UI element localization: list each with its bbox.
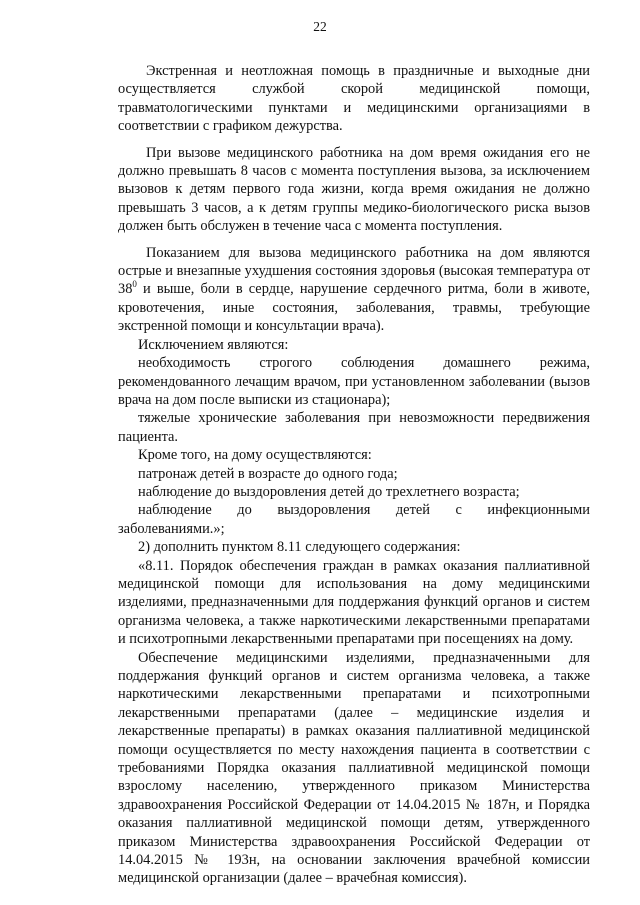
paragraph-emergency-care: Экстренная и неотложная помощь в праздничные и выходные дни осуществляется службой скорой медицинской помощи, травматологическими пунктами и медицинскими организациями в соответствии с графиком дежурства. (118, 63, 590, 135)
paragraph-home-visit-waiting-time: При вызове медицинского работника на дом время ожидания его не должно превышать 8 часов с момента поступления вызова, за исключением вызовов к детям первого года жизни, когда время ожидания не должно превышать 3 часов, а к детям группы медико-биологического риска вызов должен быть обслужен в течение часа с момента поступления. (118, 144, 590, 235)
paragraph-exception-home-regime: необходимость строгого соблюдения домашнего режима, рекомендованного лечащим врачом, при установленном заболевании (вызов врача на дом после выписки из стационара); (118, 355, 590, 408)
paragraph-exception-chronic-diseases: тяжелые хронические заболевания при невозможности передвижения пациента. (118, 410, 590, 445)
paragraph-home-services-heading: Кроме того, на дому осуществляются: (138, 447, 372, 464)
paragraph-home-visit-indications (118, 244, 590, 336)
paragraph-amendment-item: 2) дополнить пунктом 8.11 следующего содержания: (138, 539, 461, 556)
document-body (118, 62, 590, 888)
paragraph-observation-infectious: наблюдение до выздоровления детей с инфекционными заболеваниями.»; (118, 502, 590, 537)
page-number: 22 (313, 19, 327, 34)
paragraph-section-8-11: «8.11. Порядок обеспечения граждан в рамках оказания паллиативной медицинской помощи для использования на дому медицинскими изделиями, предназначенными для поддержания функций органов и систем организма человека, а также наркотическими лекарственными препаратами и психотропными лекарственными препаратами при посещениях на дому. (118, 557, 590, 648)
paragraph-observation-under-three: наблюдение до выздоровления детей до трехлетнего возраста; (138, 483, 520, 500)
paragraph-infant-patronage: патронаж детей в возрасте до одного года; (138, 465, 398, 482)
degree-superscript: 0 (132, 279, 137, 290)
indications-text-start: Показанием для вызова медицинского работника на дом являются острые и внезапные ухудшения состояния здоровья (высокая температура от 38 (118, 244, 590, 298)
paragraph-provision-procedure: Обеспечение медицинскими изделиями, предназначенными для поддержания функций органов и систем организма человека, а также наркотическими лекарственными препаратами и психотропными лекарственными препаратами (далее – медицинские изделия и лекарственные препараты) в рамках оказания паллиативной медицинской помощи осуществляется по месту нахождения пациента в соответствии с требованиями Порядка оказания паллиативной медицинской помощи взрослому населению, утвержденного приказом Министерства здравоохранения Российской Федерации от 14.04.2015 № 187н, и Порядка оказания паллиативной медицинской помощи детям, утвержденного приказом Министерства здравоохранения Российской Федерации от 14.04.2015 № 193н, на основании заключения врачебной комиссии медицинской организации (далее – врачебная комиссия). (118, 649, 590, 887)
indications-text-end: и выше, боли в сердце, нарушение сердечного ритма, боли в животе, кровотечения, иные состояния, заболевания, травмы, требующие экстренной помощи и консультации врача). (118, 281, 590, 335)
paragraph-exceptions-heading: Исключением являются: (138, 336, 289, 353)
